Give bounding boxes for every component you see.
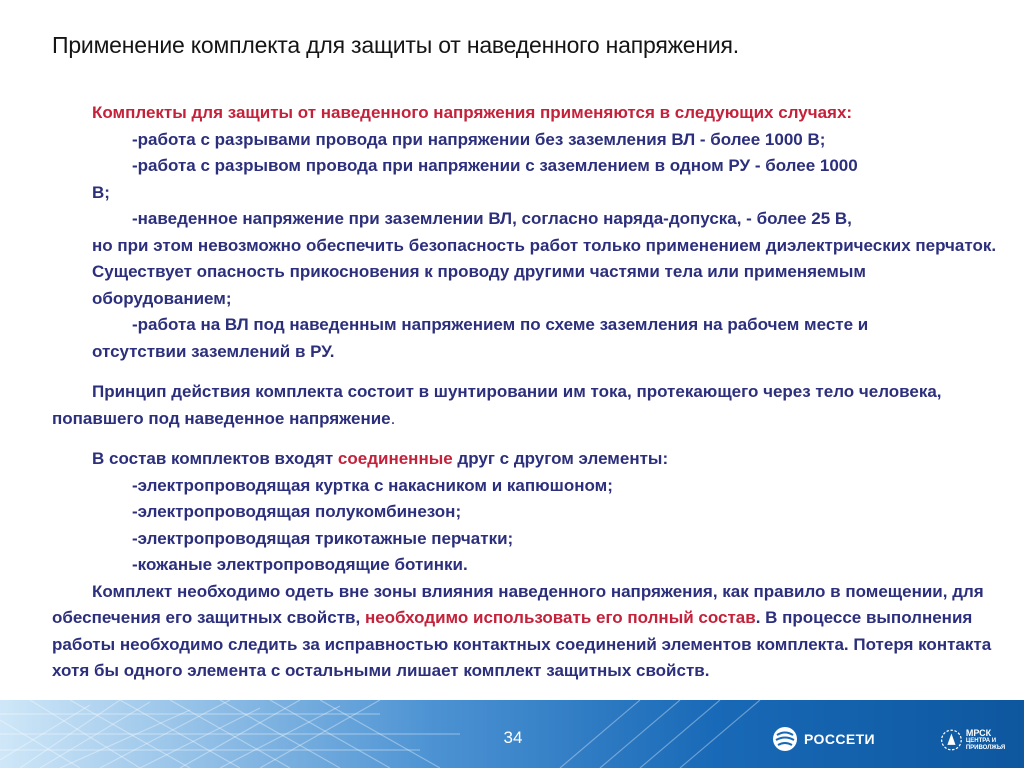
composition-item: -кожаные электропроводящие ботинки.: [132, 555, 468, 574]
composition-item: -электропроводящая куртка с накасником и капюшоном;: [132, 475, 613, 495]
composition-intro: В состав комплектов входят соединенные друг с другом элементы:: [92, 449, 669, 468]
composition-item: -электропроводящая трикотажные перчатки;: [132, 528, 514, 548]
mrsk-logo-text: МРСК ЦЕНТРА И ПРИВОЛЖЬЯ: [965, 728, 1006, 751]
mrsk-logo: [940, 726, 1024, 754]
footer-banner: [0, 700, 1024, 768]
case-2-line-2: В;: [92, 182, 110, 202]
case-4-line-1: -работа на ВЛ под наведенным напряжением по схеме заземления на рабочем месте и: [132, 315, 869, 334]
composition-highlight: соединенные: [337, 449, 453, 468]
composition-item: -электропроводящая полукомбинезон;: [132, 502, 462, 521]
case-3-rest: но при этом невозможно обеспечить безопасность работ только применением диэлектрических перчаток. Существует опасность прикосновения к проводу другими частями тела или применяемым оборудованием;: [92, 235, 997, 308]
case-4-line-2: отсутствии заземлений в РУ.: [92, 341, 335, 361]
rosseti-globe-icon: [772, 726, 798, 752]
slide-content: [52, 100, 1004, 685]
mrsk-emblem-icon: [940, 726, 963, 754]
principle-paragraph: Принцип действия комплекта состоит в шунтировании им тока, протекающего через тело человека, попавшего под наведенное напряжение.: [52, 382, 942, 428]
final-paragraph: Комплект необходимо одеть вне зоны влияния наведенного напряжения, как правило в помещении, для обеспечения его защитных свойств, необходимо использовать его полный состав. В процессе выполнения работы необходимо следить за исправностью контактных соединений элементов комплекта. Потеря контакта хотя бы одного элемента с остальными лишает комплект защитных свойств.: [52, 581, 992, 680]
rosseti-logo-text: РОССЕТИ: [804, 731, 876, 747]
page-number: 34: [503, 728, 523, 747]
slide-title: Применение комплекта для защиты от наведенного напряжения.: [52, 32, 739, 58]
rosseti-logo: [772, 726, 875, 752]
case-1: -работа с разрывами провода при напряжении без заземления ВЛ - более 1000 В;: [132, 129, 826, 149]
case-2-line-1: -работа с разрывом провода при напряжении с заземлением в одном РУ - более 1000: [132, 156, 858, 175]
intro-text: Комплекты для защиты от наведенного напряжения применяются в следующих случаях:: [92, 103, 853, 122]
case-3-line-1: -наведенное напряжение при заземлении ВЛ, согласно наряда-допуска, - более 25 В,: [132, 209, 852, 228]
final-highlight: необходимо использовать его полный состав: [364, 608, 756, 627]
